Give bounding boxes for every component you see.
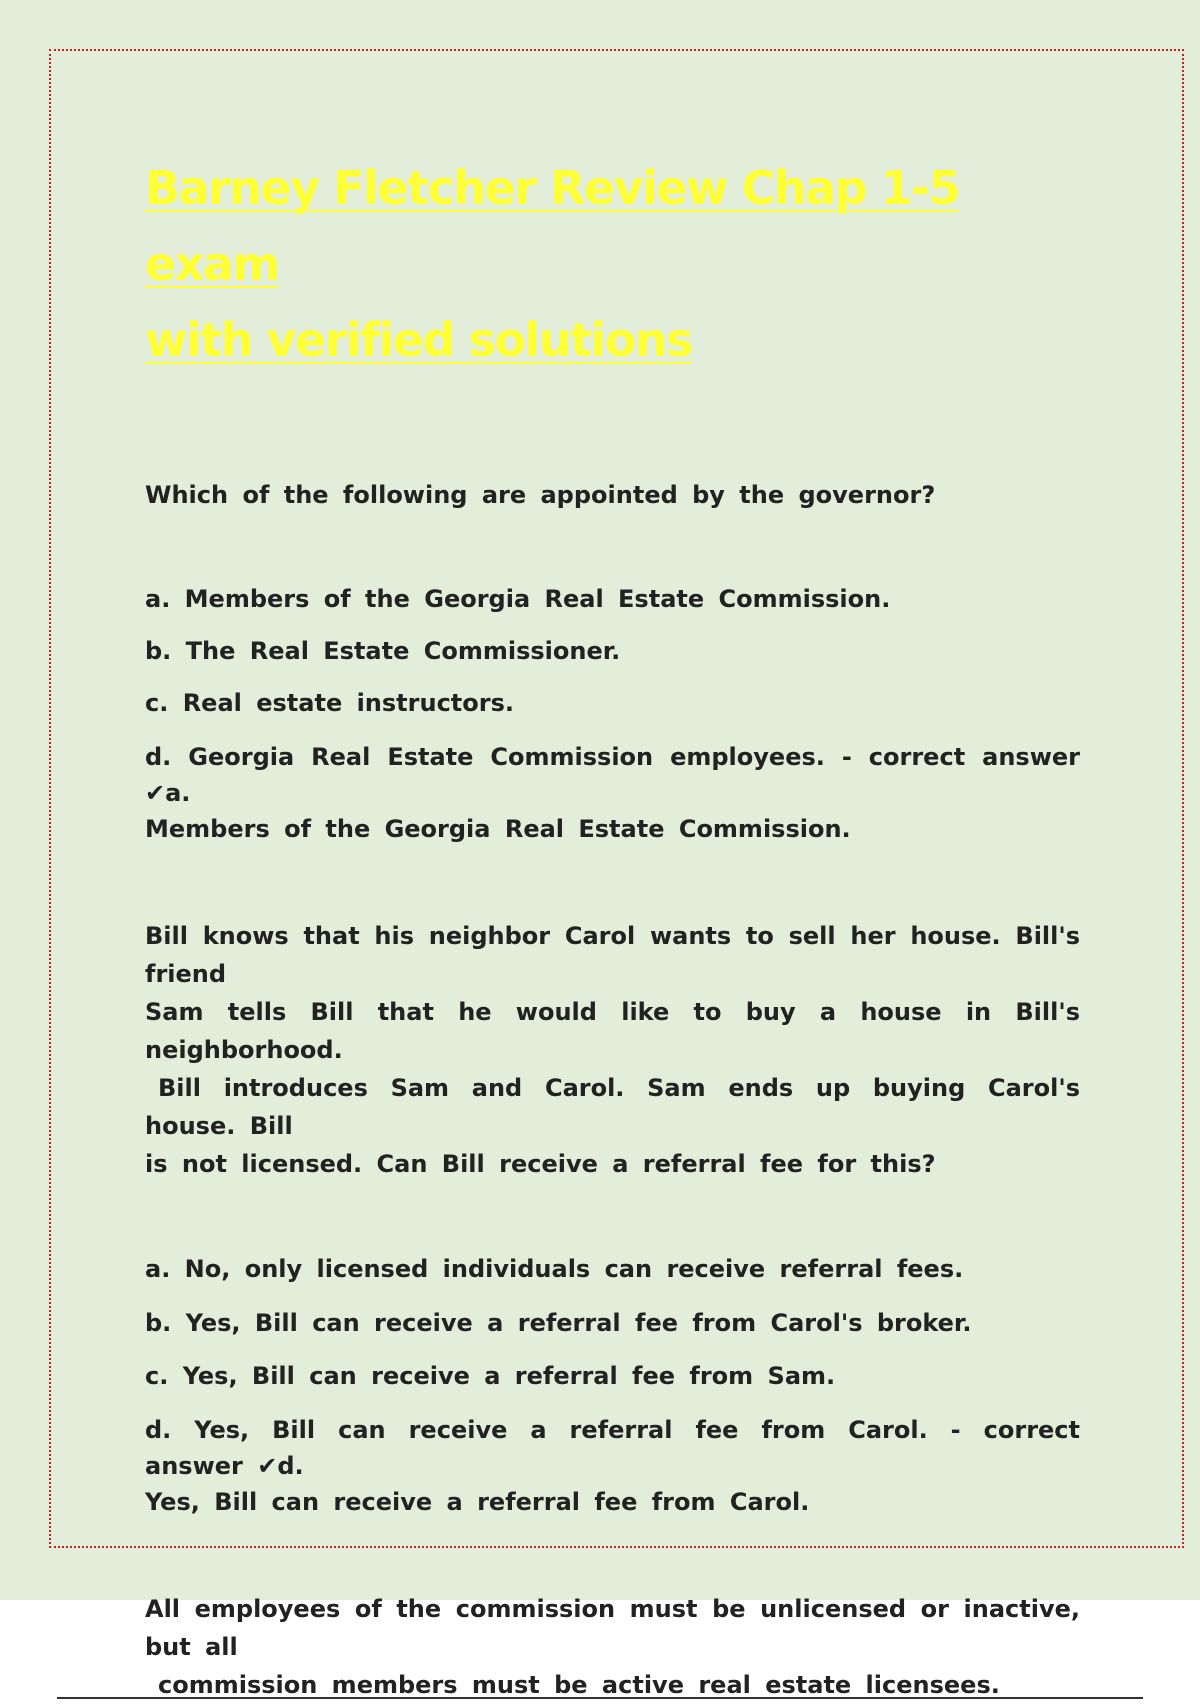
- q2-line-1: Bill knows that his neighbor Carol wants to sell her house. Bill's friend: [145, 922, 1080, 988]
- q2-option-d: [145, 1412, 1080, 1520]
- statement-line-2: commission members must be active real estate licensees.: [158, 1671, 1000, 1699]
- title-line-2: with verified solutions: [145, 313, 693, 367]
- statement-line-1: All employees of the commission must be unlicensed or inactive, but all: [145, 1595, 1080, 1661]
- q2-line-3: Bill introduces Sam and Carol. Sam ends up buying Carol's house. Bill: [145, 1074, 1080, 1140]
- question-1-text: Which of the following are appointed by the governor?: [145, 481, 936, 509]
- q2-option-d-line-1: d. Yes, Bill can receive a referral fee from Carol. - correct answer ✔d.: [145, 1416, 1080, 1480]
- q1-option-a: a. Members of the Georgia Real Estate Commission.: [145, 585, 891, 613]
- q2-option-d-line-2: Yes, Bill can receive a referral fee from Carol.: [145, 1488, 810, 1516]
- q2-option-a: a. No, only licensed individuals can receive referral fees.: [145, 1255, 964, 1283]
- question-1: [145, 476, 1080, 847]
- q1-option-d-line-2: Members of the Georgia Real Estate Commission.: [145, 815, 851, 843]
- statement: [145, 1590, 1080, 1704]
- q2-option-c: c. Yes, Bill can receive a referral fee from Sam.: [145, 1362, 836, 1390]
- document-title: [145, 150, 1080, 378]
- q2-line-4: is not licensed. Can Bill receive a referral fee for this?: [145, 1150, 936, 1178]
- footer-rule: [57, 1697, 1143, 1699]
- q1-option-b: b. The Real Estate Commissioner.: [145, 637, 621, 665]
- question-1-options: [145, 581, 1080, 847]
- title-line-1: Barney Fletcher Review Chap 1-5 exam: [145, 161, 960, 291]
- q1-option-c: c. Real estate instructors.: [145, 689, 514, 717]
- q1-option-d-line-1: d. Georgia Real Estate Commission employees. - correct answer ✔a.: [145, 743, 1080, 807]
- q1-option-d: [145, 739, 1080, 847]
- q2-line-2: Sam tells Bill that he would like to buy a house in Bill's neighborhood.: [145, 998, 1080, 1064]
- question-2-text: [145, 917, 1080, 1183]
- document-content: [145, 150, 1080, 1704]
- question-2: [145, 917, 1080, 1520]
- question-2-options: [145, 1251, 1080, 1520]
- q2-option-b: b. Yes, Bill can receive a referral fee from Carol's broker.: [145, 1309, 972, 1337]
